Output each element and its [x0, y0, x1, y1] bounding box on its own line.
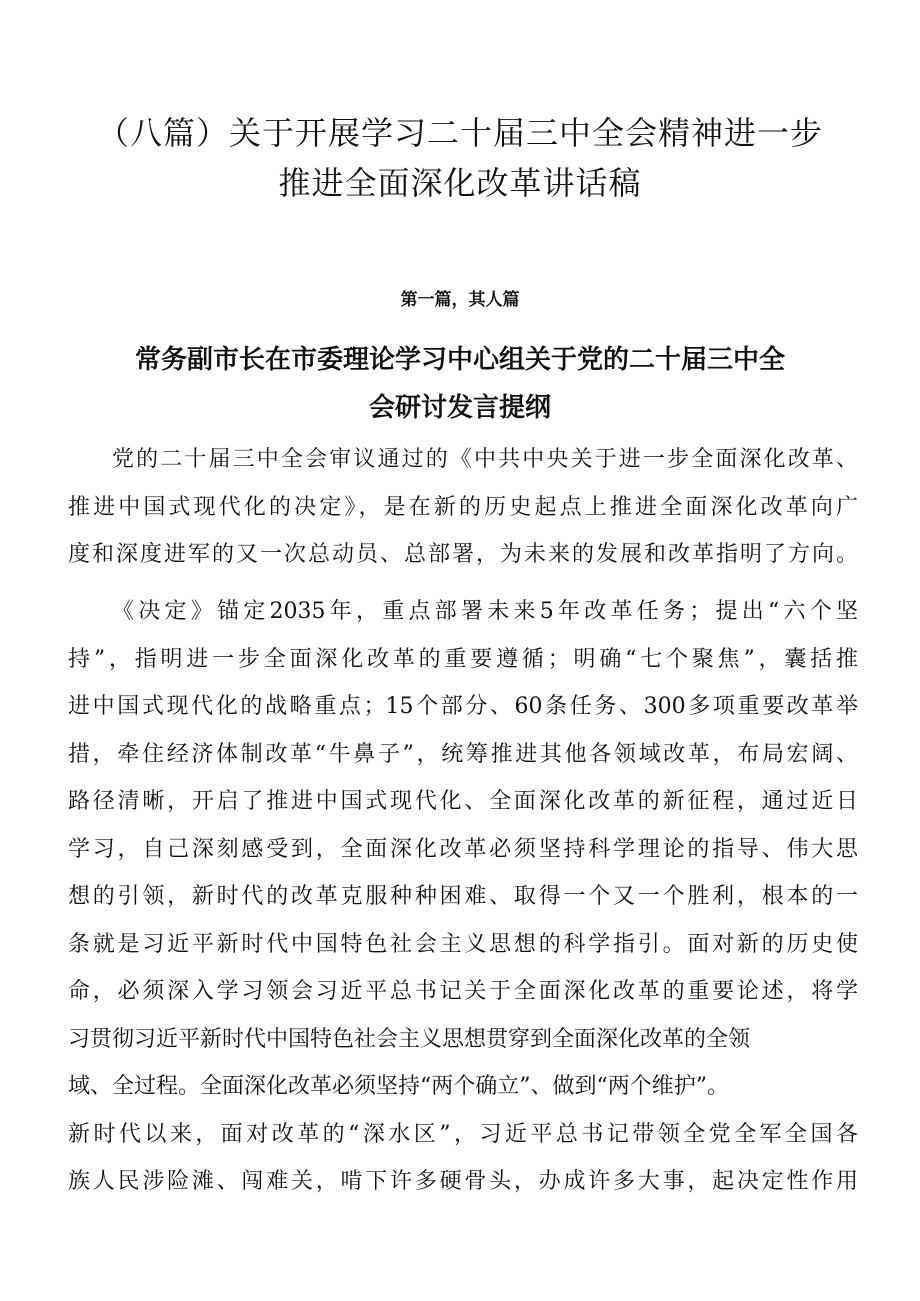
paragraph-line: 想的引领，新时代的改革克服种种困难、取得一个又一个胜利，根本的一 — [68, 884, 858, 909]
paragraph-line: 党的二十届三中全会审议通过的《中共中央关于进一步全面深化改革、 — [112, 447, 858, 472]
section-heading-line: 常务副市长在市委理论学习中心组关于党的二十届三中全 — [134, 345, 785, 375]
section-heading-line: 会研讨发言提纲 — [368, 393, 551, 423]
document-title-line: 推进全面深化改革讲话稿 — [278, 164, 642, 202]
paragraph-line: 路径清晰，开启了推进中国式现代化、全面深化改革的新征程，通过近日 — [68, 789, 858, 814]
document-title — [40, 108, 880, 208]
paragraph-line: 度和深度进军的又一次总动员、总部署，为未来的发展和改革指明了方向。 — [68, 542, 858, 567]
body-paragraph-1 — [68, 436, 858, 579]
paragraph-line: 措，牵住经济体制改革“牛鼻子”，统筹推进其他各领域改革，布局宏阔、 — [68, 741, 858, 767]
section-label: 第一篇，其人篇 — [400, 290, 520, 310]
paragraph-line: 域、全过程。全面深化改革必须坚持“两个确立”、做到“两个维护”。 — [68, 1074, 729, 1099]
paragraph-line: 学习，自己深刻感受到，全面深化改革必须坚持科学理论的指导、伟大思 — [68, 836, 858, 862]
paragraph-line: 新时代以来，面对改革的“深水区”，习近平总书记带领全党全军全国各 — [68, 1121, 858, 1147]
paragraph-line: 持”，指明进一步全面深化改革的重要遵循；明确“七个聚焦”，囊括推 — [68, 646, 858, 672]
paragraph-line: 条就是习近平新时代中国特色社会主义思想的科学指引。面对新的历史使 — [68, 931, 858, 957]
paragraph-line: 族人民涉险滩、闯难关，啃下许多硬骨头，办成许多大事，起决定性作用 — [68, 1169, 858, 1194]
paragraph-line: 进中国式现代化的战略重点；15个部分、60条任务、300多项重要改革举 — [68, 694, 858, 719]
paragraph-line: 《决定》锚定2035年，重点部署未来5年改革任务；提出“六个坚 — [112, 599, 858, 624]
paragraph-line: 命，必须深入学习领会习近平总书记关于全面深化改革的重要论述，将学 — [68, 979, 858, 1004]
section-heading — [90, 336, 830, 432]
document-title-line: （八篇）关于开展学习二十届三中全会精神进一步 — [96, 114, 823, 152]
paragraph-line: 习贯彻习近平新时代中国特色社会主义思想贯穿到全面深化改革的全领 — [68, 1026, 751, 1052]
body-paragraph-2 — [68, 588, 858, 1206]
paragraph-line: 推进中国式现代化的决定》，是在新的历史起点上推进全面深化改革向广 — [68, 494, 858, 520]
